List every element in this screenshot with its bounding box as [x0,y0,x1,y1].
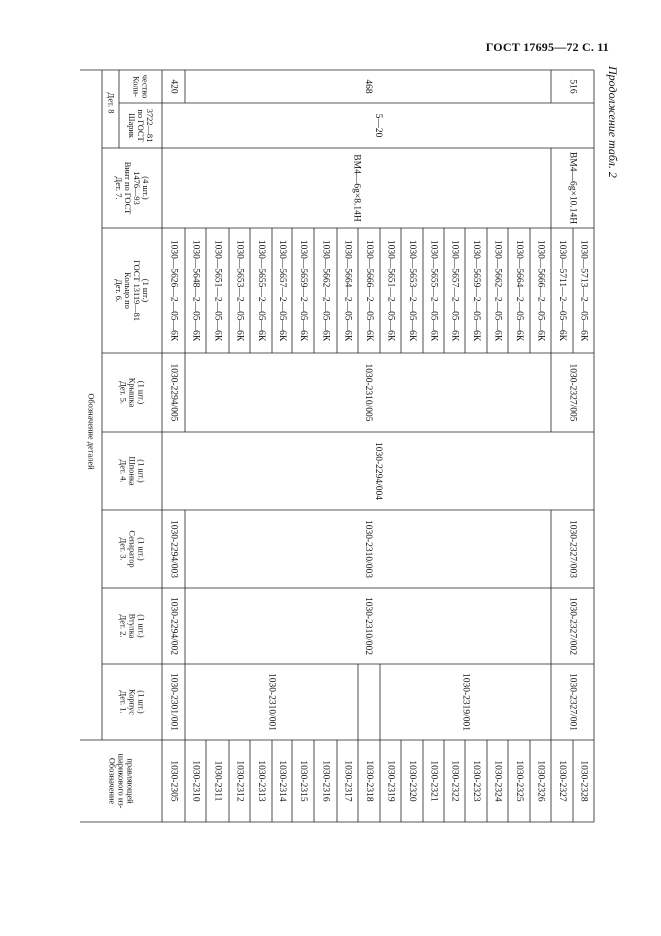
header-d6: ГОСТ 13119—81 [132,260,141,321]
cell-d5: 1030-2294/005 [168,363,179,422]
header-d1: Корпус [127,689,137,715]
header-d6: Кольцо по [123,272,132,309]
cell-ring: 1030—5657—2—05—6К [449,239,460,342]
cell-bearing: 1030-2313 [256,760,266,802]
cell-ring: 1030—5664—2—05—6К [514,239,524,342]
cell-bearing: 1030-2325 [514,760,524,802]
cell-bearing: 1030-2311 [212,760,223,802]
cell-d2: 1030-2294/002 [168,596,179,656]
header-d5: (1 шт.) [136,380,146,405]
cell-d2: 1030-2327/002 [567,596,578,656]
cell-bearing: 1030-2310 [190,760,201,802]
cell-ring: 1030—5662—2—05—6К [320,239,331,342]
cell-bearing: 1030-2314 [277,760,287,802]
header-d8a: 3722—81 [145,108,154,143]
cell-bearing: 1030-2327 [557,760,567,802]
header-d4: (1 шт.) [136,459,146,483]
cell-ring: 1030—5657—2—05—6К [277,239,287,342]
header-d6: (1 шт.) [141,278,150,303]
header-d7: 1476—93 [132,171,141,205]
cell-ring: 1030—5662—2—05—6К [492,239,503,342]
cell-d8b: 468 [363,79,373,94]
cell-ring: 1030—5666—2—05—6К [364,239,374,342]
cell-bearing: 1030-2322 [449,760,460,802]
header-d2: Втулка [127,613,137,639]
cell-bearing: 1030-2312 [234,760,245,802]
cell-bearing: 1030-2323 [471,760,481,802]
header-d7: Дет. 7. [114,176,123,200]
cell-ring: 1030—5664—2—05—6К [342,239,353,342]
header-d8b: чество [140,74,150,99]
cell-d2: 1030-2310/002 [363,596,373,656]
header-d1: Дет. 1. [118,690,128,714]
header-d1: (1 шт.) [136,690,146,714]
cell-ring: 1030—5651—2—05—6К [385,239,396,342]
cell-ring: 1030—5653—2—05—6К [407,239,417,342]
header-d4: Дет. 4. [118,459,128,483]
cell-bearing: 1030-2321 [428,760,439,802]
cell-bearing: 1030-2320 [407,760,417,802]
header-d8b: Коли- [131,76,141,97]
cell-ring: 1030—5655—2—05—6К [256,239,266,342]
cell-d5: 1030-2310/005 [363,363,373,422]
header-d5: Крышка [127,377,137,408]
header-bearing: правляющей [125,758,135,804]
header-d3: Дет. 3. [118,537,128,561]
cell-ring: 1030—5626—2—05—6К [168,239,179,342]
header-bearing: Обозначение [107,757,117,805]
cell-d1: 1030-2319/001 [460,672,471,732]
cell-bearing: 1030-2324 [492,760,503,802]
cell-bearing: 1030-2319 [385,760,396,802]
header-d6: Дет. 6. [114,278,123,303]
header-d2: (1 шт.) [136,614,146,638]
cell-d7: ВМ4—6g×10.14Н [567,151,578,225]
header-d2: Дет. 2. [118,614,128,638]
cell-bearing: 1030-2328 [578,760,589,802]
cell-ring: 1030—5648—2—05—6К [190,239,201,342]
cell-d8b: 420 [168,79,179,94]
cell-ring: 1030—5713—2—05—6К [578,239,589,342]
group-header: Обозначение деталей [86,393,96,470]
header-d3: (1 шт.) [136,537,146,561]
cell-ring: 1030—5659—2—05—6К [471,239,481,342]
cell-bearing: 1030-2318 [364,760,374,802]
cell-ring: 1030—5666—2—05—6К [535,239,546,342]
cell-d4: 1030-2294/004 [373,441,383,501]
header-d8a: Шарик [127,113,136,138]
cell-bearing: 1030-2326 [535,760,546,802]
cell-ring: 1030—5651—2—05—6К [212,239,223,342]
cell-ring: 1030—5655—2—05—6К [428,239,439,342]
page-header: ГОСТ 17695—72 С. 11 [485,40,609,54]
cell-ring: 1030—5711—2—05—6К [557,240,567,341]
cell-d3: 1030-2310/003 [363,519,373,579]
cell-ring: 1030—5653—2—05—6К [234,239,245,342]
header-d3: Сепаратор [127,530,137,568]
cell-d8b: 516 [567,79,578,94]
cell-ring: 1030—5659—2—05—6К [298,239,308,342]
cell-bearing: 1030-2305 [168,760,179,802]
header-bearing: шарикового из- [116,753,126,809]
cell-d3: 1030-2327/003 [567,519,578,579]
header-d7: Винт по ГОСТ [123,161,132,215]
cell-d7: ВМ4—6g×8.14Н [351,154,362,222]
header-d4: Шпонка [127,456,137,486]
header-d7: (4 шт.) [141,176,150,200]
cell-bearing: 1030-2316 [320,760,331,802]
cell-d1: 1030-2301/001 [168,672,179,732]
det8-header: Дет. 8 [106,92,116,114]
cell-d1: 1030-2327/001 [567,672,578,732]
cell-d5: 1030-2327/005 [567,363,578,422]
header-d5: Дет. 5. [118,380,128,405]
cell-d8a: 5—20 [373,113,383,138]
cell-bearing: 1030-2315 [298,760,308,802]
continuation-title: Продолжение табл. 2 [606,66,620,178]
header-d8a: по ГОСТ [136,109,145,142]
cell-d1: 1030-2310/001 [266,672,277,732]
cell-d3: 1030-2294/003 [168,519,179,579]
cell-bearing: 1030-2317 [342,760,353,802]
